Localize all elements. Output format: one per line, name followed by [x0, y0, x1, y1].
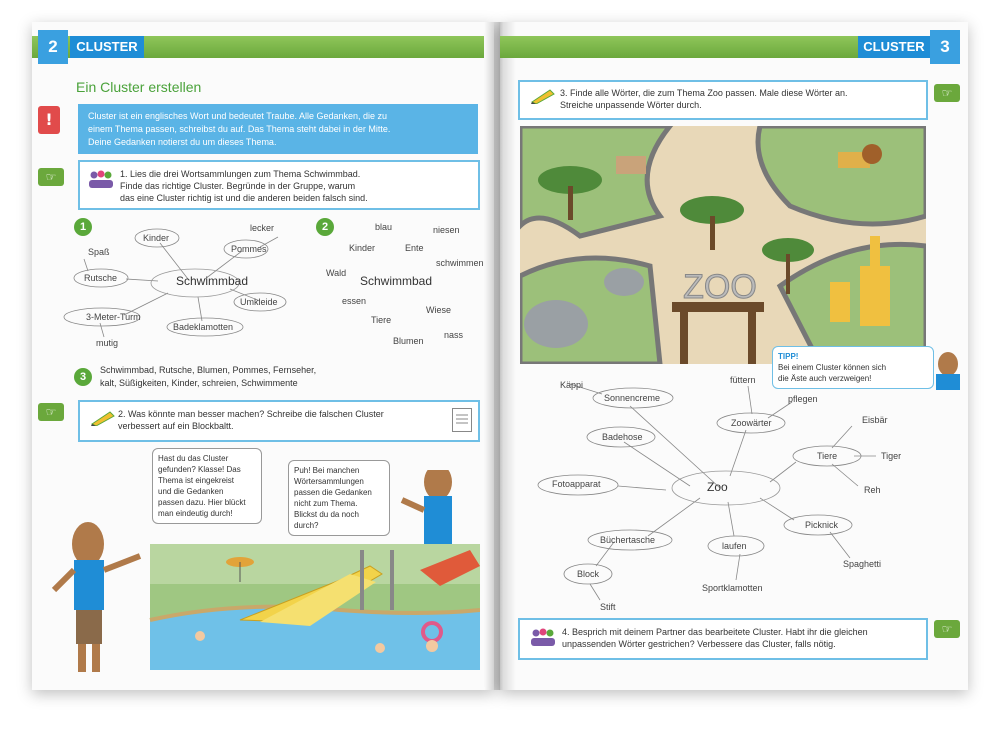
zoo-cluster-node: Büchertasche — [600, 535, 656, 545]
info-line: Deine Gedanken notierst du um dieses Thema. — [88, 137, 277, 147]
cluster3-badge: 3 — [74, 368, 92, 386]
zoo-cluster-node: Block — [577, 569, 600, 579]
task4-line: unpassenden Wörter gestrichen? Verbessere das Cluster, falls nötig. — [562, 639, 836, 649]
cluster2-word: Blumen — [393, 336, 424, 346]
cluster1-node: Pommes — [231, 244, 267, 254]
cluster1-leaf: lecker — [250, 223, 275, 233]
zoo-cluster-leaf: füttern — [730, 375, 756, 385]
task2-box — [78, 400, 480, 442]
zoo-cluster-node: Picknick — [805, 520, 839, 530]
llama-avatar — [930, 350, 966, 390]
cluster3-line: kalt, Süßigkeiten, Kinder, schreien, Schwimmente — [100, 378, 298, 388]
section-tag-right: CLUSTER — [858, 36, 930, 58]
bubble-line: gefunden? Klasse! Das — [158, 465, 241, 474]
cluster2-center: Schwimmbad — [360, 274, 433, 288]
cluster1-center: Schwimmbad — [176, 274, 249, 288]
cluster2-word: essen — [342, 296, 367, 306]
tip-line: die Äste auch verzweigen! — [778, 374, 872, 383]
zoo-cluster-node: Badehose — [602, 432, 643, 442]
bubble-line: Hast du das Cluster — [158, 454, 229, 463]
zoo-cluster-node: Fotoapparat — [552, 479, 601, 489]
zoo-sign: ZOO — [683, 268, 757, 306]
zoo-cluster-leaf: Spaghetti — [843, 559, 882, 569]
info-line: Cluster ist ein englisches Wort und bedeutet Traube. Alle Gedanken, die zu — [88, 111, 388, 121]
pencil-icon — [530, 88, 556, 104]
cluster2-word: nass — [444, 330, 464, 340]
cluster2-word: schwimmen — [436, 258, 484, 268]
zoo-cluster-node: laufen — [722, 541, 747, 551]
group-icon — [530, 628, 556, 648]
info-box — [78, 104, 478, 154]
task3-line: Streiche unpassende Wörter durch. — [560, 100, 702, 110]
book-spine — [484, 22, 516, 690]
bubble-line: man eindeutig durch! — [158, 509, 233, 518]
cluster2-word: Tiere — [371, 315, 392, 325]
pointing-hand-icon: ☞ — [38, 403, 64, 421]
bubble-line: und die Gedanken — [158, 487, 224, 496]
tip-title: TIPP! — [778, 352, 799, 361]
page-number-right: 3 — [930, 30, 960, 64]
zoo-cluster-leaf: pflegen — [788, 394, 818, 404]
page-title: Ein Cluster erstellen — [76, 79, 202, 95]
cluster2-word: Wiese — [426, 305, 452, 315]
bubble-line: Puh! Bei manchen — [294, 466, 360, 475]
zoo-illustration — [520, 126, 926, 364]
bubble-line: nicht zum Thema. — [294, 499, 358, 508]
cluster1-node: 3-Meter-Turm — [86, 312, 141, 322]
task2-line: verbessert auf ein Blockbaltt. — [118, 421, 234, 431]
cluster2-badge: 2 — [316, 218, 334, 236]
cluster2-word: Ente — [405, 243, 424, 253]
cluster1-node: Umkleide — [240, 297, 278, 307]
bubble-line: Blickst du da noch — [294, 510, 359, 519]
cluster3-line: Schwimmbad, Rutsche, Blumen, Pommes, Fernseher, — [100, 365, 317, 375]
cluster1-node: Kinder — [143, 233, 170, 243]
zoo-cluster-leaf: Sportklamotten — [702, 583, 763, 593]
notepad-icon — [452, 408, 472, 432]
cluster2-word: blau — [375, 222, 393, 232]
pointing-hand-icon: ☞ — [934, 620, 960, 638]
zoo-cluster-node: Sonnencreme — [604, 393, 661, 403]
bubble-line: Wörtersammlungen — [294, 477, 364, 486]
zoo-cluster-node: Zoowärter — [731, 418, 772, 428]
task1-line: das eine Cluster richtig ist und die anderen beiden falsch sind. — [120, 193, 368, 203]
zoo-cluster-leaf: Stift — [600, 602, 616, 612]
bubble-line: passen die Gedanken — [294, 488, 372, 497]
task4-box — [518, 618, 928, 660]
zoo-cluster-leaf: Reh — [864, 485, 881, 495]
cluster1-node: Rutsche — [84, 273, 118, 283]
zoo-cluster-leaf: Käppi — [560, 380, 584, 390]
cluster1-leaf: Spaß — [88, 247, 110, 257]
bubble-line: Thema ist eingekreist — [158, 476, 235, 485]
cluster2-word: Wald — [326, 268, 347, 278]
section-tag-left: CLUSTER — [70, 36, 144, 58]
zoo-cluster-node: Tiere — [817, 451, 838, 461]
task3-line: 3. Finde alle Wörter, die zum Thema Zoo passen. Male diese Wörter an. — [560, 88, 848, 98]
task4-line: 4. Besprich mit deinem Partner das bearbeitete Cluster. Habt ihr die gleichen — [562, 627, 868, 637]
bubble-line: durch? — [294, 521, 319, 530]
zoo-cluster-center: Zoo — [707, 480, 728, 494]
info-line: einem Thema passen, schreibst du auf. Das Thema steht dabei in der Mitte. — [88, 124, 391, 134]
task1-line: 1. Lies die drei Wortsammlungen zum Thema Schwimmbad. — [120, 169, 361, 179]
exclamation-icon: ! — [38, 106, 60, 134]
task3-box — [518, 80, 928, 120]
page-number-left: 2 — [38, 30, 68, 64]
pencil-icon — [90, 410, 116, 426]
task1-line: Finde das richtige Cluster. Begründe in der Gruppe, warum — [120, 181, 356, 191]
cluster1-node: Badeklamotten — [173, 322, 234, 332]
tip-line: Bei einem Cluster können sich — [778, 363, 887, 372]
pointing-hand-icon: ☞ — [38, 168, 64, 186]
zoo-cluster-leaf: Eisbär — [862, 415, 888, 425]
task2-line: 2. Was könnte man besser machen? Schreibe die falschen Cluster — [118, 409, 384, 419]
group-icon — [88, 170, 114, 190]
pool-illustration — [40, 470, 480, 680]
bubble-line: passen dazu. Hier blückt — [158, 498, 246, 507]
task1-box — [78, 160, 480, 210]
cluster2-word: niesen — [433, 225, 460, 235]
cluster1-badge: 1 — [74, 218, 92, 236]
cluster2-word: Kinder — [349, 243, 376, 253]
pointing-hand-icon: ☞ — [934, 84, 960, 102]
cluster1-leaf: mutig — [96, 338, 119, 348]
zoo-cluster-leaf: Tiger — [881, 451, 902, 461]
